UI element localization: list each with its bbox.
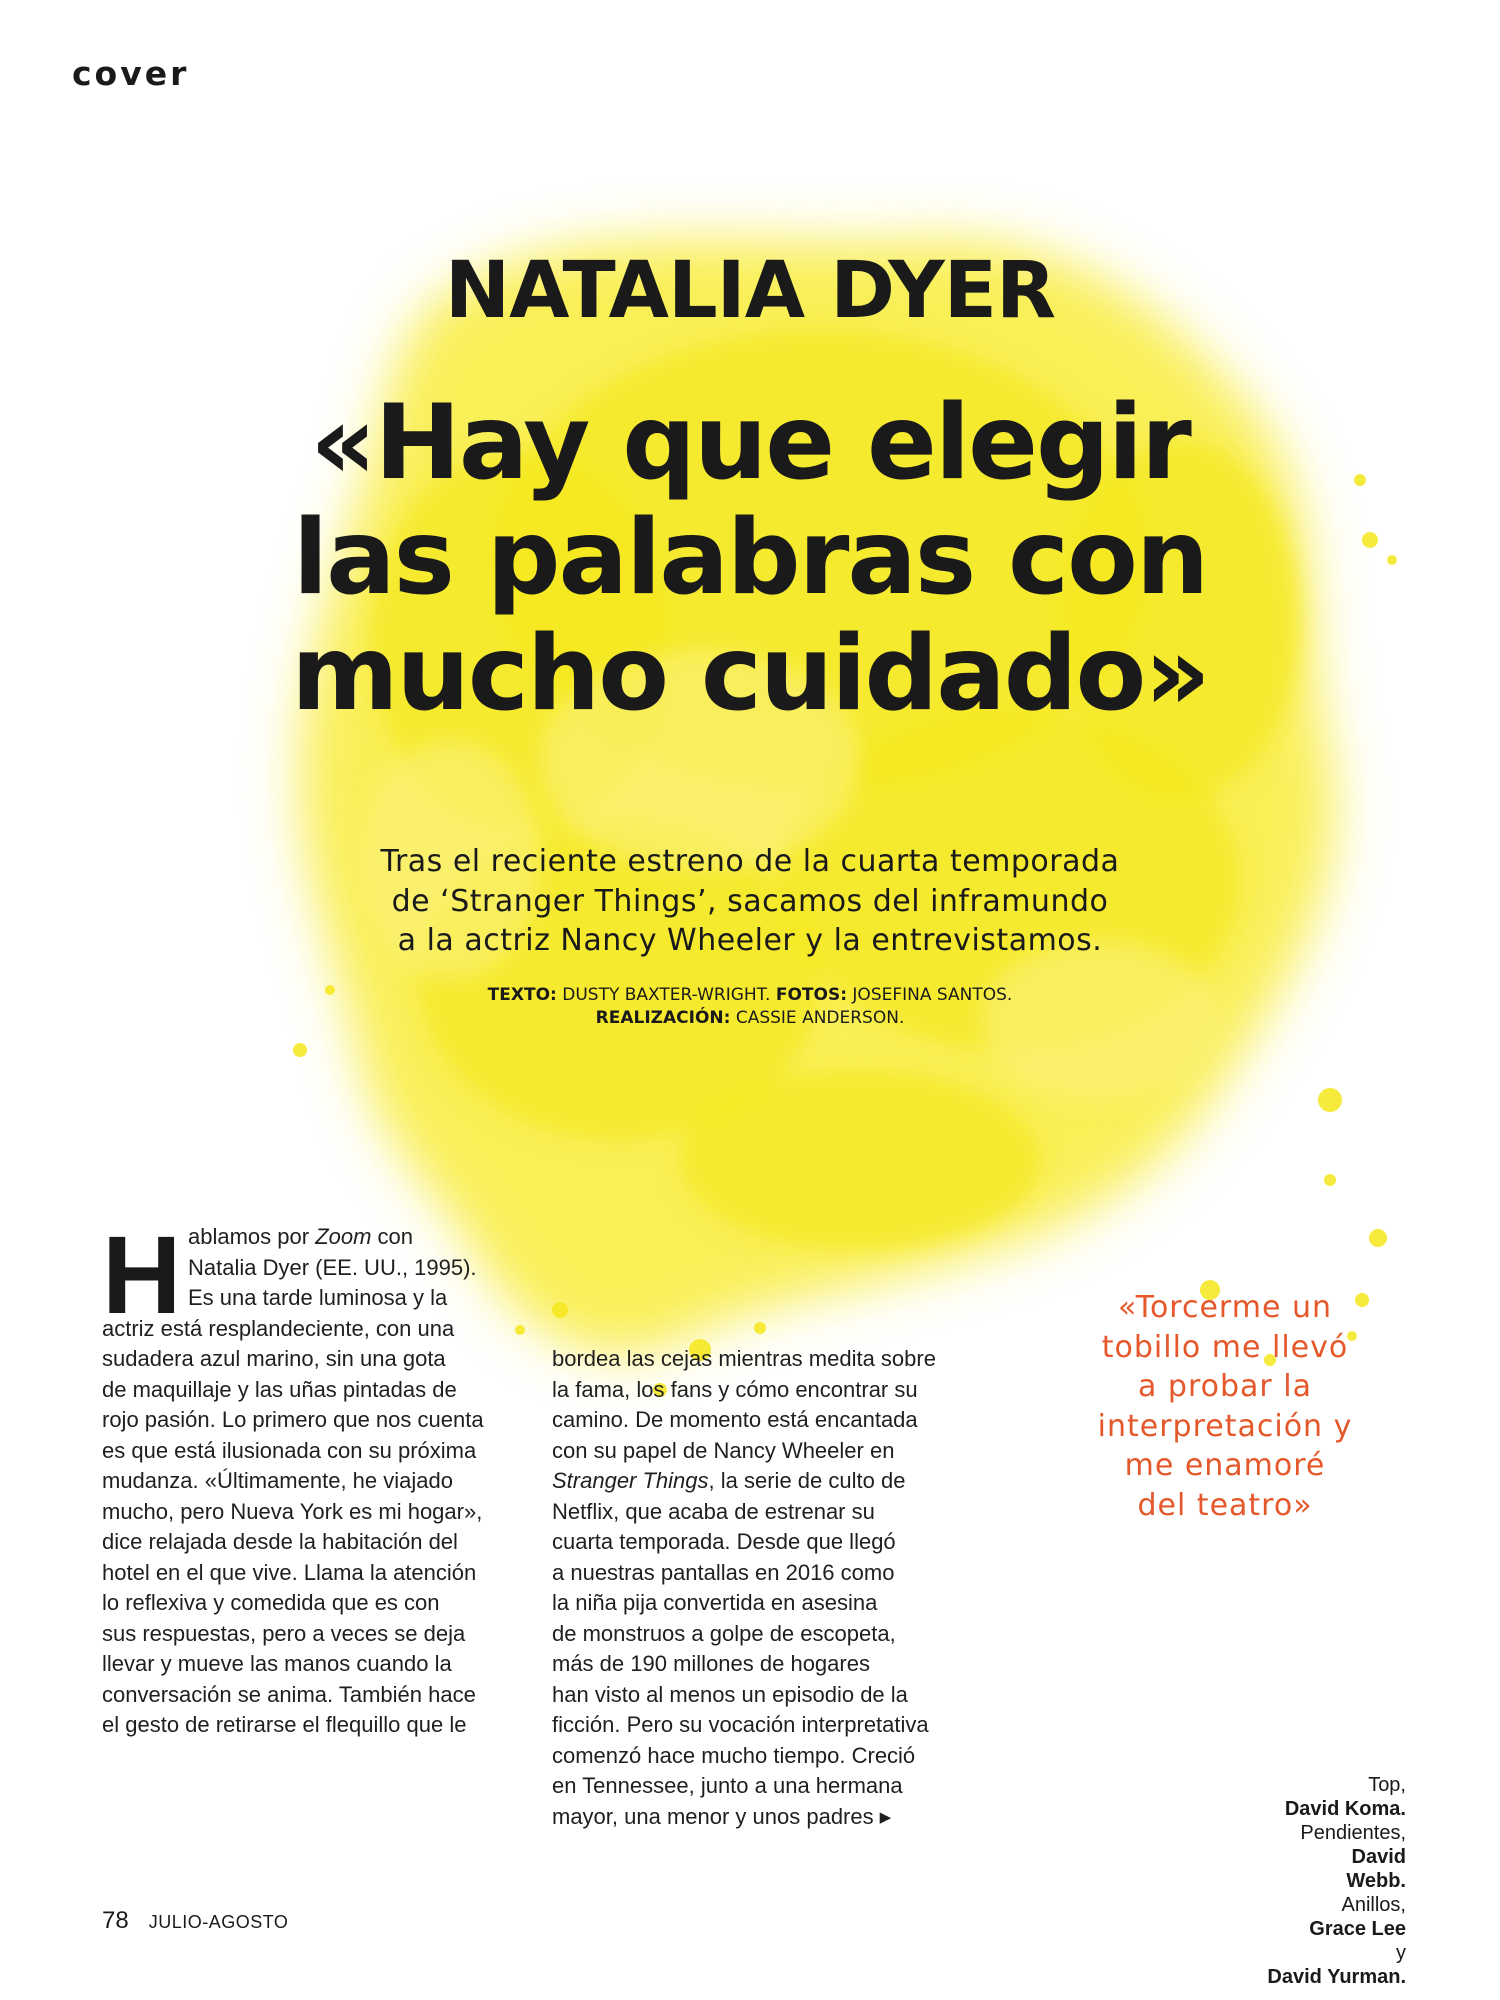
credit-label-texto: TEXTO: bbox=[487, 985, 557, 1005]
pull-quote-line: a probar la bbox=[1137, 1369, 1312, 1405]
pull-quote-line: «Torcerme un bbox=[1118, 1290, 1332, 1325]
body-line: Natalia Dyer (EE. UU., 1995). bbox=[188, 1254, 477, 1280]
fashion-item: Pendientes, bbox=[1300, 1822, 1406, 1844]
fashion-line bbox=[1160, 1869, 1406, 1917]
body-line: Es una tarde luminosa y la bbox=[188, 1285, 448, 1310]
fashion-credits bbox=[1160, 1773, 1406, 1989]
credit-label-realizacion: REALIZACIÓN: bbox=[595, 1007, 731, 1028]
fashion-brand: Webb. bbox=[1346, 1870, 1406, 1892]
body-line bbox=[552, 1466, 972, 1497]
body-line: la niña pija convertida en asesina bbox=[552, 1590, 878, 1615]
standfirst bbox=[300, 842, 1200, 961]
body-italic-text: Zoom bbox=[315, 1224, 372, 1249]
body-line: actriz está resplandeciente, con una bbox=[102, 1315, 455, 1341]
body-text: mayor, una menor y unos padres bbox=[552, 1803, 874, 1829]
body-text: ablamos por bbox=[188, 1224, 316, 1249]
body-line: ficción. Pero su vocación interpretativa bbox=[552, 1712, 929, 1737]
body-line: llevar y mueve las manos cuando la bbox=[102, 1651, 452, 1676]
fashion-line bbox=[1160, 1773, 1406, 1821]
body-line: Netflix, que acaba de estrenar su bbox=[552, 1498, 875, 1524]
body-line: rojo pasión. Lo primero que nos cuenta bbox=[102, 1407, 484, 1432]
body-line: mucho, pero Nueva York es mi hogar», bbox=[102, 1498, 483, 1524]
fashion-item: y bbox=[1396, 1942, 1406, 1964]
headline bbox=[150, 383, 1350, 734]
fashion-brand: David Koma. bbox=[1284, 1798, 1406, 1820]
body-line: de monstruos a golpe de escopeta, bbox=[552, 1620, 896, 1646]
body-line: cuarta temporada. Desde que llegó bbox=[552, 1529, 896, 1554]
pull-quote bbox=[1060, 1288, 1390, 1526]
issue-date: JULIO-AGOSTO bbox=[148, 1912, 289, 1932]
fashion-line bbox=[1160, 1917, 1406, 1965]
folio bbox=[102, 1907, 288, 1935]
credits-line bbox=[300, 984, 1200, 1007]
fashion-brand: David bbox=[1351, 1846, 1406, 1868]
body-line bbox=[552, 1802, 972, 1834]
body-column-1 bbox=[102, 1214, 522, 1741]
body-text: , la serie de culto de bbox=[708, 1468, 906, 1493]
fashion-item: Anillos, bbox=[1341, 1894, 1406, 1916]
body-line: camino. De momento está encantada bbox=[552, 1407, 918, 1432]
body-line: sudadera azul marino, sin una gota bbox=[102, 1346, 446, 1371]
pull-quote-line: tobillo me llevó bbox=[1101, 1329, 1349, 1365]
triangle-right-icon: ▶ bbox=[879, 1808, 892, 1826]
body-line: han visto al menos un episodio de la bbox=[552, 1681, 908, 1707]
body-line: mudanza. «Últimamente, he viajado bbox=[102, 1468, 453, 1493]
body-line: más de 190 millones de hogares bbox=[552, 1651, 870, 1676]
body-line: conversación se anima. También hace bbox=[102, 1681, 476, 1707]
pull-quote-line: interpretación y bbox=[1097, 1408, 1353, 1444]
drop-cap: H bbox=[102, 1214, 182, 1337]
body-line: el gesto de retirarse el flequillo que le bbox=[102, 1712, 467, 1737]
body-line: es que está ilusionada con su próxima bbox=[102, 1437, 477, 1463]
headline-line: mucho cuidado» bbox=[291, 613, 1209, 734]
body-italic-text: Stranger Things bbox=[552, 1468, 709, 1493]
credit-name-fotos: JOSEFINA SANTOS. bbox=[852, 985, 1013, 1005]
body-line: a nuestras pantallas en 2016 como bbox=[552, 1559, 895, 1585]
pull-quote-line: del teatro» bbox=[1137, 1487, 1313, 1523]
standfirst-line: Tras el reciente estreno de la cuarta temporada bbox=[380, 844, 1120, 879]
credits-line bbox=[300, 1007, 1200, 1030]
fashion-line bbox=[1160, 1965, 1406, 1989]
section-label: cover bbox=[72, 54, 190, 93]
standfirst-line: de ‘Stranger Things’, sacamos del inframundo bbox=[391, 883, 1109, 919]
fashion-line bbox=[1160, 1821, 1406, 1869]
body-column-2 bbox=[552, 1344, 972, 1833]
article-credits bbox=[300, 984, 1200, 1030]
fashion-item: Top, bbox=[1368, 1774, 1406, 1796]
body-line: en Tennessee, junto a una hermana bbox=[552, 1773, 903, 1798]
body-line: comenzó hace mucho tiempo. Creció bbox=[552, 1742, 916, 1768]
body-line: de maquillaje y las uñas pintadas de bbox=[102, 1376, 457, 1402]
body-line: bordea las cejas mientras medita sobre bbox=[552, 1346, 936, 1371]
standfirst-line: a la actriz Nancy Wheeler y la entrevistamos. bbox=[397, 923, 1103, 959]
interviewee-name: NATALIA DYER bbox=[444, 246, 1056, 336]
fashion-brand: David Yurman. bbox=[1267, 1966, 1406, 1988]
body-line: la fama, los fans y cómo encontrar su bbox=[552, 1376, 918, 1402]
body-text: con bbox=[371, 1224, 414, 1249]
body-line: sus respuestas, pero a veces se deja bbox=[102, 1620, 466, 1646]
headline-line: «Hay que elegir bbox=[310, 383, 1190, 503]
credit-name-realizacion: CASSIE ANDERSON. bbox=[735, 1007, 905, 1028]
pull-quote-line: me enamoré bbox=[1124, 1448, 1326, 1484]
page-number: 78 bbox=[102, 1907, 129, 1934]
body-line: lo reflexiva y comedida que es con bbox=[102, 1590, 440, 1615]
headline-line: las palabras con bbox=[292, 498, 1208, 619]
fashion-brand: Grace Lee bbox=[1309, 1918, 1406, 1940]
credit-name-texto: DUSTY BAXTER-WRIGHT. bbox=[562, 985, 771, 1005]
credit-label-fotos: FOTOS: bbox=[775, 985, 848, 1005]
body-line: dice relajada desde la habitación del bbox=[102, 1529, 458, 1554]
body-line: hotel en el que vive. Llama la atención bbox=[102, 1559, 477, 1585]
body-line: con su papel de Nancy Wheeler en bbox=[552, 1437, 895, 1463]
